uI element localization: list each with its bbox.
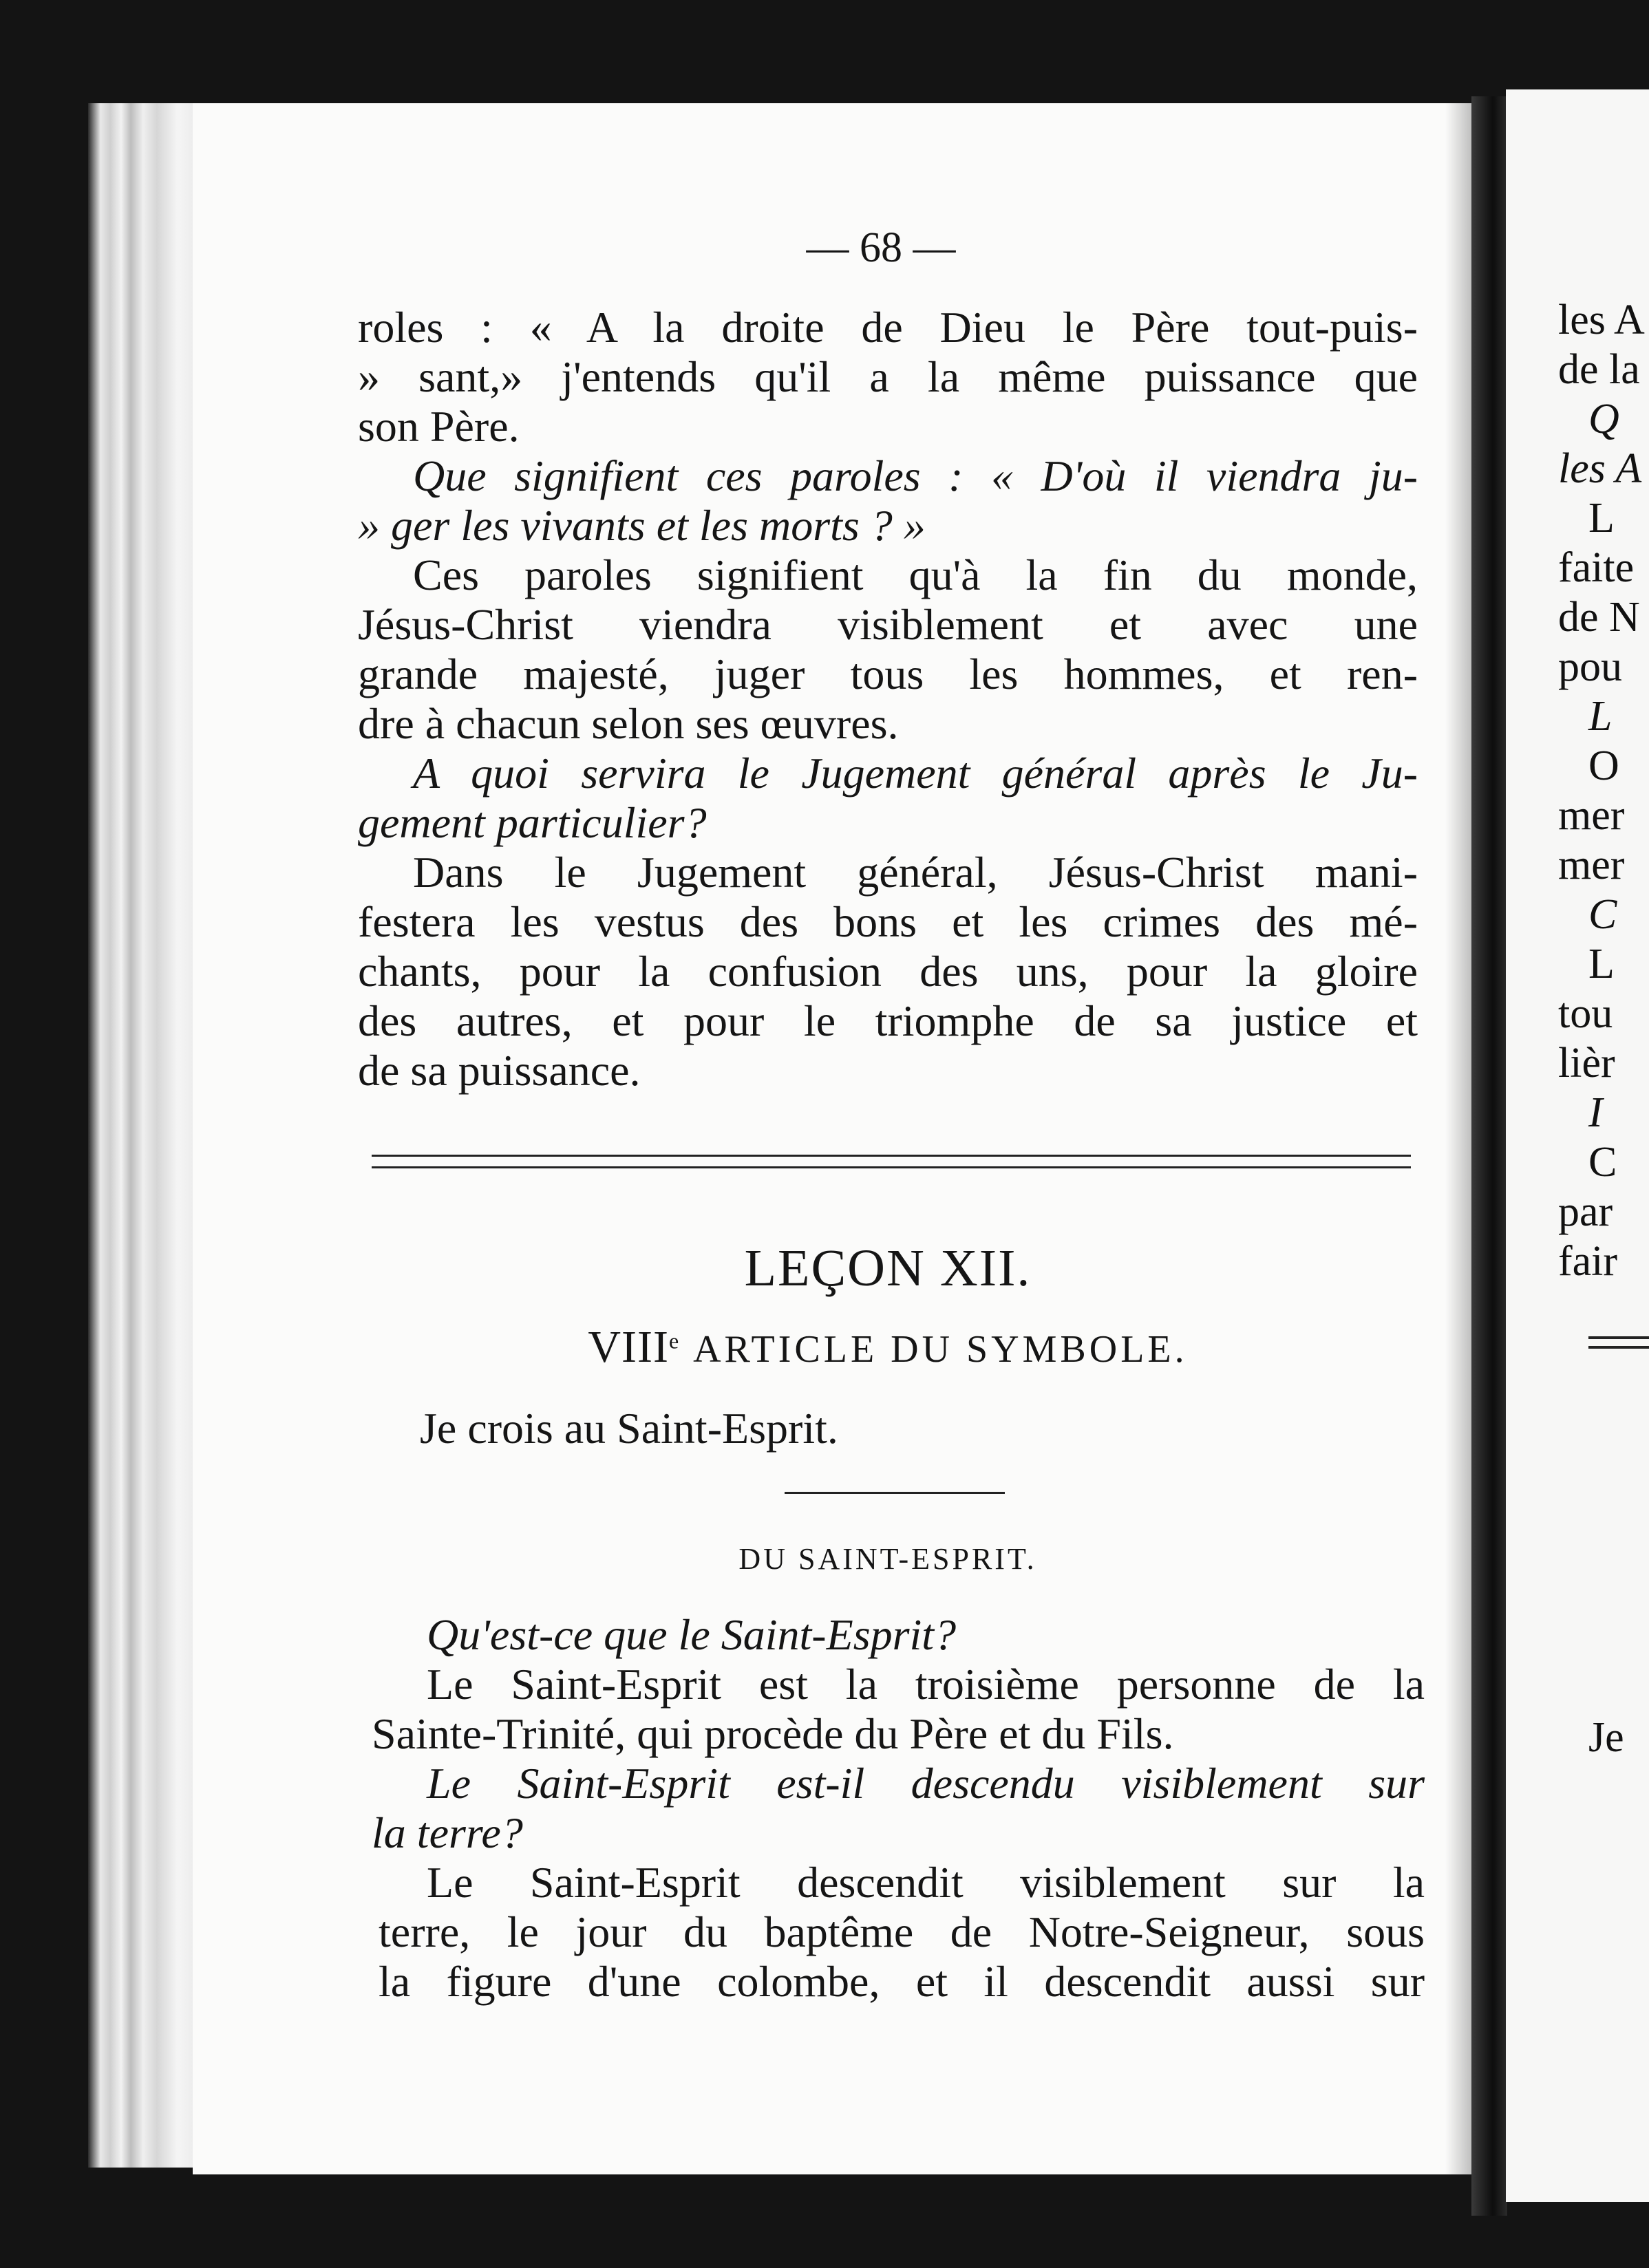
facing-line: L <box>1588 495 1615 542</box>
article-rest: ARTICLE DU SYMBOLE. <box>693 1328 1188 1371</box>
text-line: son Père. <box>358 402 520 451</box>
facing-line: C <box>1588 891 1617 938</box>
facing-line: Je <box>1588 1714 1624 1761</box>
facing-line: par <box>1558 1188 1613 1235</box>
facing-line: de N <box>1558 594 1640 641</box>
answer-line: grande majesté, juger tous les hommes, et ren- <box>358 650 1418 698</box>
answer-line: de sa puissance. <box>358 1046 641 1095</box>
facing-line: pou <box>1558 643 1622 690</box>
question-line: la terre? <box>372 1808 523 1857</box>
lesson-title: LEÇON XII. <box>744 1239 1032 1297</box>
answer-line: la figure d'une colombe, et il descendit aussi sur <box>379 1957 1425 2006</box>
text-line: » sant,» j'entends qu'il a la même puissance que <box>358 352 1418 401</box>
answer-line: Le Saint-Esprit est la troisième personne de la <box>427 1660 1425 1709</box>
answer-line: Sainte-Trinité, qui procède du Père et du Fils. <box>372 1709 1174 1758</box>
creed-line: Je crois au Saint-Esprit. <box>420 1404 838 1453</box>
section-heading: DU SAINT-ESPRIT. <box>738 1542 1037 1576</box>
answer-line: chants, pour la confusion des uns, pour la gloire <box>358 947 1418 996</box>
facing-line: les A <box>1558 445 1642 492</box>
article-title <box>358 1321 1418 1373</box>
facing-line: Q <box>1588 396 1619 442</box>
answer-line: des autres, et pour le triomphe de sa justice et <box>358 996 1418 1045</box>
facing-line: lièr <box>1558 1040 1615 1087</box>
answer-line: Le Saint-Esprit descendit visiblement sur la <box>427 1858 1425 1907</box>
answer-line: Ces paroles signifient qu'à la fin du monde, <box>413 550 1418 599</box>
facing-line: I <box>1588 1089 1603 1136</box>
facing-line: fair <box>1558 1238 1618 1285</box>
question-line: gement particulier? <box>358 798 707 847</box>
facing-line: L <box>1588 693 1613 740</box>
facing-page <box>1506 89 1649 2202</box>
facing-line: mer <box>1558 792 1625 839</box>
section-divider <box>372 1155 1411 1168</box>
question-line: Que signifient ces paroles : « D'où il viendra ju- <box>413 451 1418 500</box>
facing-line: C <box>1588 1139 1617 1186</box>
answer-line: dre à chacun selon ses œuvres. <box>358 699 899 748</box>
facing-rule <box>1588 1346 1649 1349</box>
facing-line: L <box>1588 941 1615 987</box>
short-divider <box>785 1492 1005 1494</box>
facing-line: tou <box>1558 990 1613 1037</box>
question-line: » ger les vivants et les morts ? » <box>358 501 926 550</box>
facing-line: mer <box>1558 842 1625 888</box>
facing-rule <box>1588 1336 1649 1339</box>
question-line: Qu'est-ce que le Saint-Esprit? <box>427 1610 957 1659</box>
facing-line: faite <box>1558 544 1635 591</box>
book-gutter <box>1471 96 1507 2216</box>
answer-line: Jésus-Christ viendra visiblement et avec une <box>358 600 1418 649</box>
facing-line: de la <box>1558 346 1640 393</box>
question-line: A quoi servira le Jugement général après le Ju- <box>413 749 1418 798</box>
question-line: Le Saint-Esprit est-il descendu visiblement sur <box>427 1759 1425 1808</box>
page-number: — 68 — <box>806 224 956 271</box>
article-superscript: e <box>668 1328 683 1354</box>
page-stack-edges <box>88 103 205 2168</box>
facing-line: O <box>1588 742 1619 789</box>
text-line: roles : « A la droite de Dieu le Père tout-puis- <box>358 303 1418 352</box>
answer-line: Dans le Jugement général, Jésus-Christ mani- <box>413 848 1418 897</box>
answer-line: festera les vestus des bons et les crimes des mé- <box>358 897 1418 946</box>
facing-line: les A <box>1558 297 1645 343</box>
answer-line: terre, le jour du baptême de Notre-Seigneur, sous <box>379 1907 1425 1956</box>
article-ordinal: VIII <box>588 1322 669 1372</box>
